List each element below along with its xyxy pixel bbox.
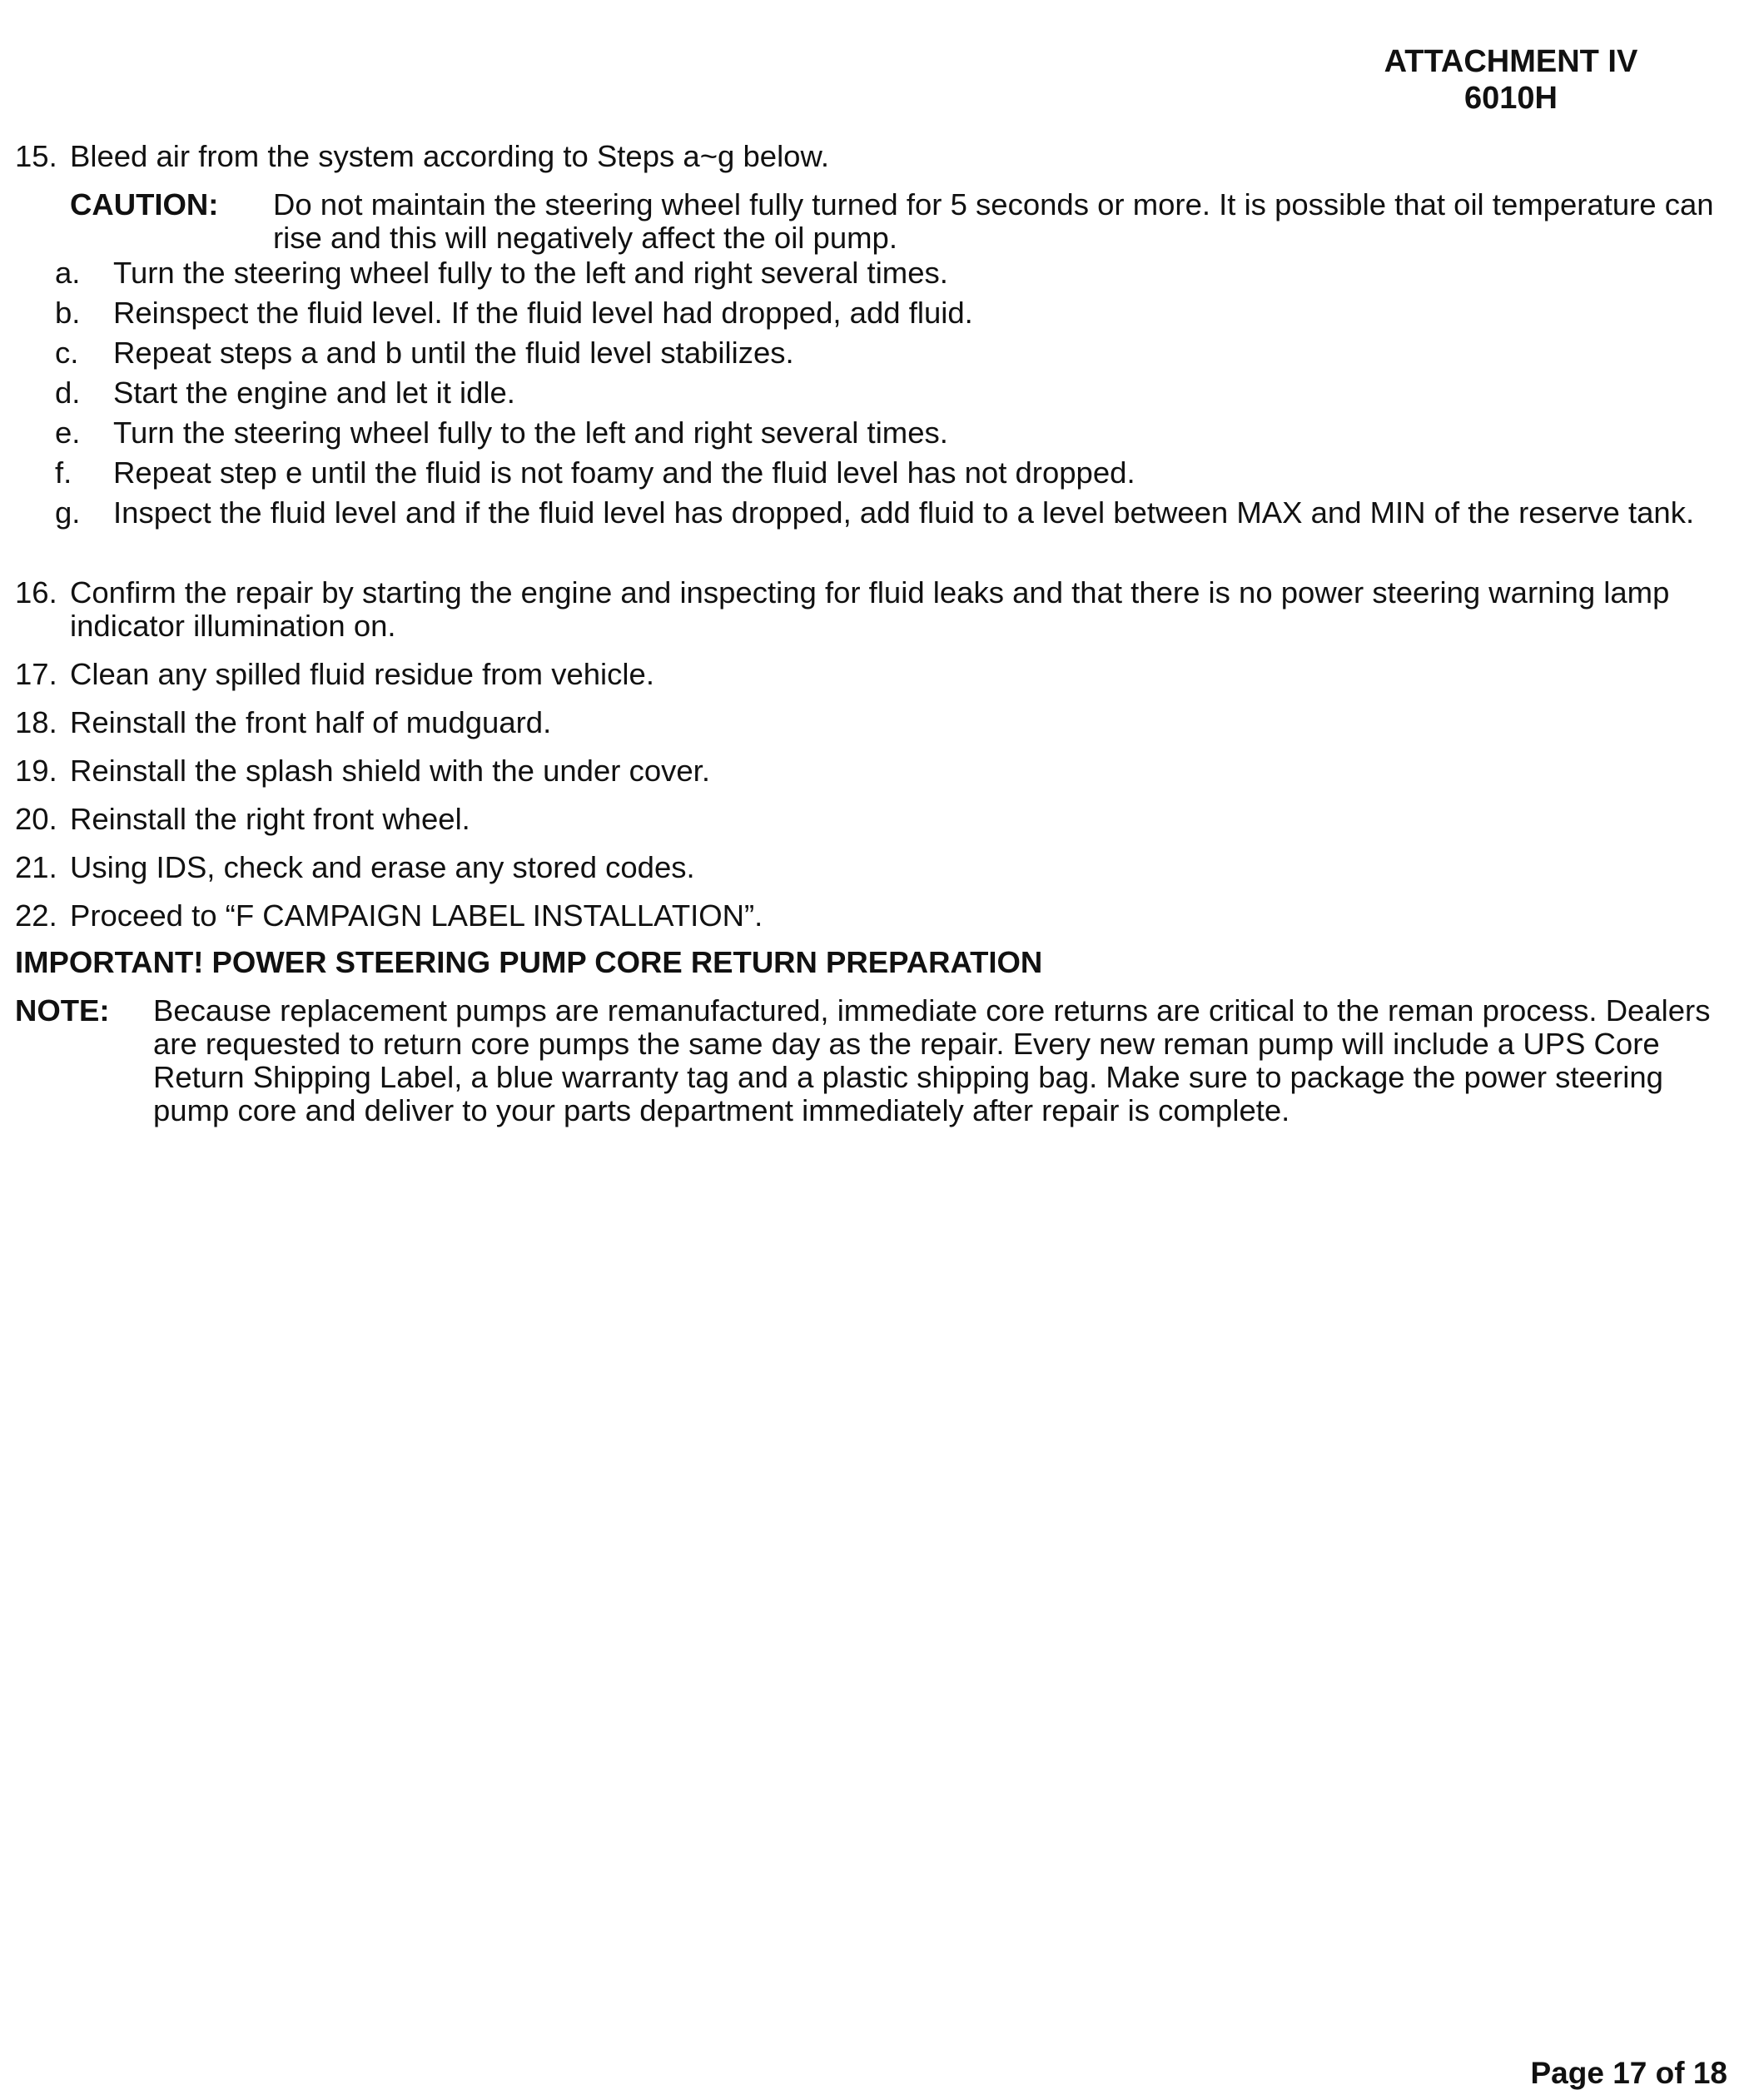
step-number: 20. <box>15 802 57 836</box>
step-number: 18. <box>15 705 57 739</box>
substep-letter: f. <box>55 455 72 490</box>
substep-text: Inspect the fluid level and if the fluid level has dropped, add fluid to a level between MAX and MIN of the reserve tank. <box>113 495 1695 530</box>
step-text: Using IDS, check and erase any stored codes. <box>70 850 695 884</box>
important-heading: IMPORTANT! POWER STEERING PUMP CORE RETURN PREPARATION <box>15 945 1043 979</box>
caution-label: CAUTION: <box>70 187 219 221</box>
attachment-title: ATTACHMENT IV <box>1384 44 1638 79</box>
step-text: Reinstall the splash shield with the under cover. <box>70 754 710 788</box>
substep-text: Reinspect the fluid level. If the fluid level had dropped, add fluid. <box>113 296 973 330</box>
note-label: NOTE: <box>15 993 110 1028</box>
step-number: 16. <box>15 575 57 610</box>
attachment-header <box>1315 43 1707 117</box>
substep-letter: e. <box>55 416 81 450</box>
substep-letter: d. <box>55 376 81 410</box>
substep-letter: a. <box>55 256 81 290</box>
step-text: Clean any spilled fluid residue from vehicle. <box>70 657 654 691</box>
attachment-code: 6010H <box>1464 81 1558 116</box>
step-text: Reinstall the front half of mudguard. <box>70 705 552 739</box>
substep-text: Turn the steering wheel fully to the left and right several times. <box>113 256 948 290</box>
caution-text: Do not maintain the steering wheel fully turned for 5 seconds or more. It is possible that oil temperature can rise and this will negatively affect the oil pump. <box>273 187 1714 255</box>
step-number: 21. <box>15 850 57 884</box>
step-number: 15. <box>15 139 57 173</box>
step-text: Confirm the repair by starting the engine and inspecting for fluid leaks and that there is no power steering warning lamp indicator illumination on. <box>70 575 1670 643</box>
note-text: Because replacement pumps are remanufactured, immediate core returns are critical to the reman process. Dealers are requested to return core pumps the same day as the repair. Every new reman pump will include a UPS Core Return Shipping Label, a blue warranty tag and a plastic shipping bag. Make sure to package the power steering pump core and deliver to your parts department immediately after repair is complete. <box>153 993 1711 1127</box>
substep-letter: c. <box>55 336 79 370</box>
step-text: Reinstall the right front wheel. <box>70 802 470 836</box>
step-number: 22. <box>15 898 57 933</box>
page-number: Page 17 of 18 <box>1530 2056 1727 2090</box>
step-number: 19. <box>15 754 57 788</box>
substep-text: Repeat step e until the fluid is not foamy and the fluid level has not dropped. <box>113 455 1135 490</box>
step-number: 17. <box>15 657 57 691</box>
substep-letter: b. <box>55 296 81 330</box>
substep-text: Turn the steering wheel fully to the left and right several times. <box>113 416 948 450</box>
substep-text: Repeat steps a and b until the fluid level stabilizes. <box>113 336 794 370</box>
substep-text: Start the engine and let it idle. <box>113 376 515 410</box>
substep-letter: g. <box>55 495 81 530</box>
step-text: Bleed air from the system according to Steps a~g below. <box>70 139 829 173</box>
step-text: Proceed to “F CAMPAIGN LABEL INSTALLATION”. <box>70 898 763 933</box>
